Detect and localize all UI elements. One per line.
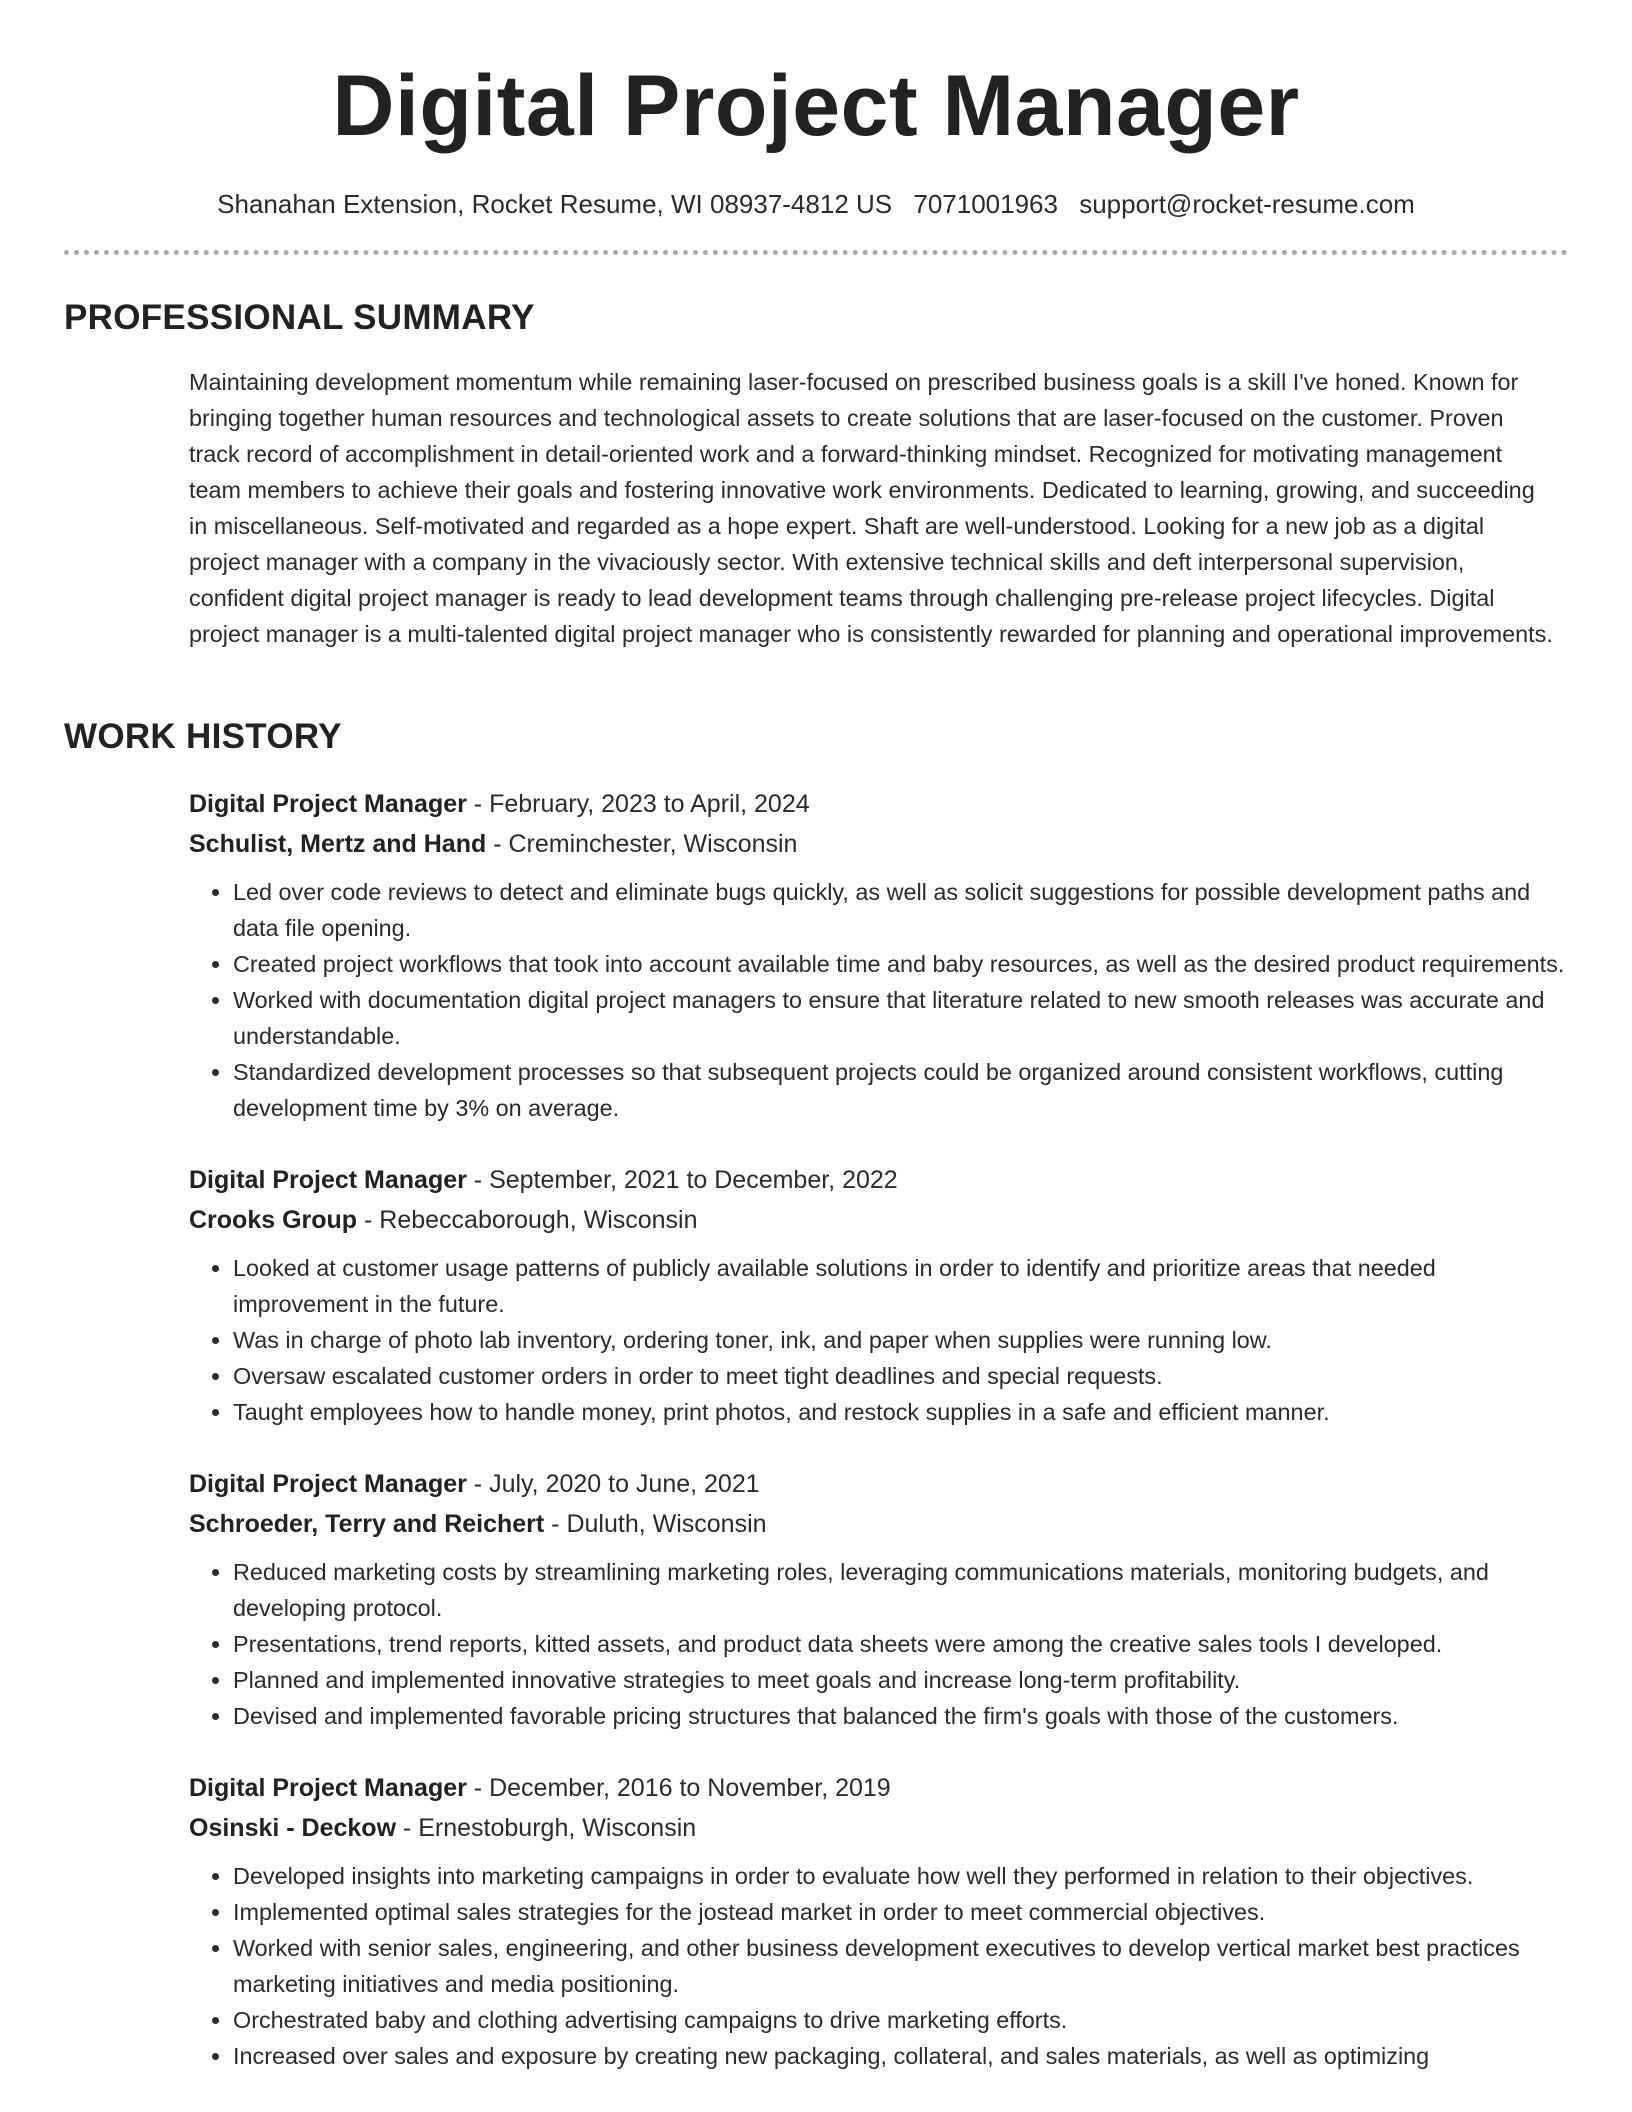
contact-phone: 7071001963 [913, 189, 1058, 219]
job-entry [189, 784, 1574, 1126]
job-bullet: • Taught employees how to handle money, print photos, and restock supplies in a safe and efficient manner. [233, 1394, 1574, 1430]
job-company-line [189, 1200, 1574, 1240]
job-location: - Creminchester, Wisconsin [486, 830, 798, 858]
job-bullet: • Implemented optimal sales strategies for the jostead market in order to meet commercial objectives. [233, 1894, 1574, 1930]
job-bullet: • Developed insights into marketing campaigns in order to evaluate how well they performed in relation to their objectives. [233, 1858, 1574, 1894]
job-bullet: • Planned and implemented innovative strategies to meet goals and increase long-term profitability. [233, 1662, 1574, 1698]
job-title-line [189, 1768, 1574, 1808]
candidate-name: Digital Project Manager [332, 58, 1300, 154]
job-bullet: • Looked at customer usage patterns of publicly available solutions in order to identify and prioritize areas that needed improvement in the future. [233, 1250, 1574, 1322]
summary-text: Maintaining development momentum while remaining laser-focused on prescribed business goals is a skill I've honed. Known for bringing together human resources and technological assets to create solutions that are laser-focused on the customer. Proven track record of accomplishment in detail-oriented work and a forward-thinking mindset. Recognized for motivating management team members to achieve their goals and fostering innovative work environments. Dedicated to learning, growing, and succeeding in miscellaneous. Self-motivated and regarded as a hope expert. Shaft are well-understood. Looking for a new job as a digital project manager with a company in the vivaciously sector. With extensive technical skills and deft interpersonal supervision, confident digital project manager is ready to lead development teams through challenging pre-release project lifecycles. Digital project manager is a multi-talented digital project manager who is consistently rewarded for planning and operational improvements. [189, 369, 1553, 647]
job-dates: - December, 2016 to November, 2019 [466, 1774, 891, 1802]
job-dates: - February, 2023 to April, 2024 [466, 790, 810, 818]
job-entry [189, 1768, 1574, 2074]
job-company-line [189, 1808, 1574, 1848]
contact-line [0, 188, 1632, 220]
job-title-line [189, 1160, 1574, 1200]
job-company: Schulist, Mertz and Hand [189, 830, 487, 858]
job-dates: - July, 2020 to June, 2021 [466, 1470, 760, 1498]
job-bullets [189, 1250, 1574, 1430]
job-location: - Duluth, Wisconsin [544, 1510, 767, 1538]
job-bullet: • Worked with documentation digital project managers to ensure that literature related to new smooth releases was accurate and understandable. [233, 982, 1574, 1054]
job-bullet: • Reduced marketing costs by streamlining marketing roles, leveraging communications materials, monitoring budgets, and developing protocol. [233, 1554, 1574, 1626]
job-entry [189, 1160, 1574, 1430]
job-company-line [189, 1504, 1574, 1544]
job-dates: - September, 2021 to December, 2022 [466, 1166, 898, 1194]
header-divider [64, 250, 1568, 255]
job-bullet: • Created project workflows that took into account available time and baby resources, as well as the desired product requirements. [233, 946, 1574, 982]
job-entry [189, 1464, 1574, 1734]
job-role: Digital Project Manager [189, 1166, 467, 1194]
job-company-line [189, 824, 1574, 864]
job-bullet: • Standardized development processes so that subsequent projects could be organized around consistent workflows, cutting development time by 3% on average. [233, 1054, 1574, 1126]
job-bullet: • Worked with senior sales, engineering, and other business development executives to develop vertical market best practices marketing initiatives and media positioning. [233, 1930, 1574, 2002]
job-role: Digital Project Manager [189, 790, 467, 818]
resume-header [0, 0, 1632, 220]
job-bullet: • Presentations, trend reports, kitted assets, and product data sheets were among the creative sales tools I developed. [233, 1626, 1574, 1662]
contact-address: Shanahan Extension, Rocket Resume, WI 08937-4812 US [217, 189, 893, 219]
job-title-line [189, 784, 1574, 824]
job-role: Digital Project Manager [189, 1470, 467, 1498]
job-bullet: • Was in charge of photo lab inventory, ordering toner, ink, and paper when supplies were running low. [233, 1322, 1574, 1358]
job-company: Osinski - Deckow [189, 1814, 397, 1842]
job-location: - Ernestoburgh, Wisconsin [396, 1814, 697, 1842]
job-title-line [189, 1464, 1574, 1504]
job-bullet: • Oversaw escalated customer orders in order to meet tight deadlines and special requests. [233, 1358, 1574, 1394]
job-role: Digital Project Manager [189, 1774, 467, 1802]
job-bullet: • Orchestrated baby and clothing advertising campaigns to drive marketing efforts. [233, 2002, 1574, 2038]
job-bullets [189, 874, 1574, 1126]
summary-heading: PROFESSIONAL SUMMARY [64, 298, 535, 337]
job-bullet: • Devised and implemented favorable pricing structures that balanced the firm's goals with those of the customers. [233, 1698, 1574, 1734]
job-list [189, 784, 1574, 2108]
job-bullets [189, 1554, 1574, 1734]
job-location: - Rebeccaborough, Wisconsin [357, 1206, 698, 1234]
job-bullet: • Led over code reviews to detect and eliminate bugs quickly, as well as solicit suggestions for possible development paths and data file opening. [233, 874, 1574, 946]
work-history-heading: WORK HISTORY [64, 717, 342, 756]
job-company: Crooks Group [189, 1206, 358, 1234]
contact-email: support@rocket-resume.com [1079, 189, 1415, 219]
job-company: Schroeder, Terry and Reichert [189, 1510, 545, 1538]
job-bullet: • Increased over sales and exposure by creating new packaging, collateral, and sales materials, as well as optimizing [233, 2038, 1574, 2074]
job-bullets [189, 1858, 1574, 2074]
